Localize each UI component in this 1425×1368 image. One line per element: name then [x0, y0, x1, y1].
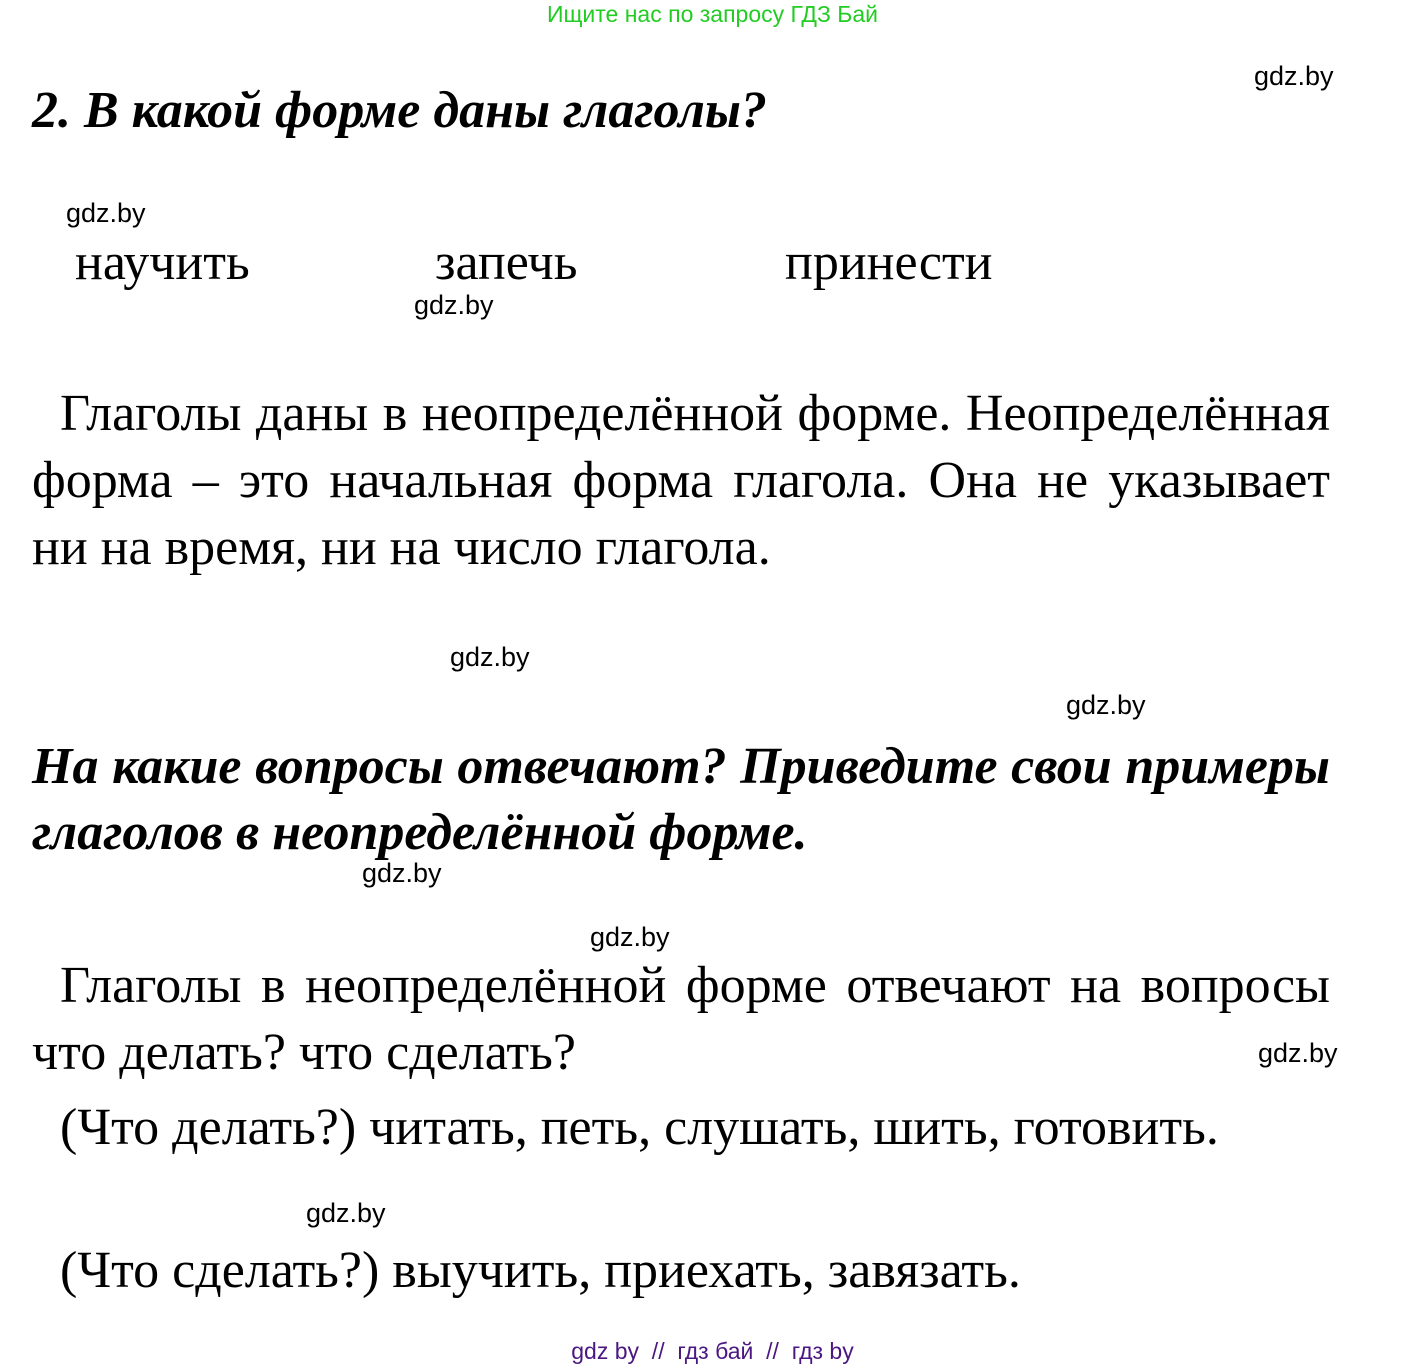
- watermark: gdz.by: [1258, 1038, 1338, 1068]
- watermark: gdz.by: [362, 858, 442, 888]
- examples-1: (Что делать?) читать, петь, слушать, шить, готовить.: [60, 1099, 1219, 1156]
- watermark: gdz.by: [450, 642, 530, 672]
- watermark: gdz.by: [66, 198, 146, 228]
- answer-2: Глаголы в неопределённой форме отвечают на вопросы что делать? что сделать?: [32, 957, 1330, 1081]
- top-banner: Ищите нас по запросу ГДЗ Бай: [546, 1, 879, 27]
- watermark: gdz.by: [1254, 61, 1334, 91]
- answer-1: Глаголы даны в неопределённой форме. Неопределённая форма – это начальная форма глагола. Она не указывает ни на время, ни на число глагола.: [32, 385, 1330, 576]
- watermark: gdz.by: [306, 1198, 386, 1228]
- watermark: gdz.by: [1066, 690, 1146, 720]
- footer: gdz by // гдз бай // гдз by: [571, 1338, 854, 1364]
- word-1: научить: [75, 234, 250, 291]
- task-title: 2. В какой форме даны глаголы?: [32, 82, 767, 139]
- examples-2: (Что сделать?) выучить, приехать, завязать.: [60, 1242, 1021, 1299]
- watermark: gdz.by: [590, 922, 670, 952]
- word-2: запечь: [435, 234, 578, 291]
- question-2: На какие вопросы отвечают? Приведите свои примеры глаголов в неопределённой форме.: [32, 738, 1330, 861]
- watermark: gdz.by: [414, 290, 494, 320]
- word-3: принести: [785, 234, 993, 291]
